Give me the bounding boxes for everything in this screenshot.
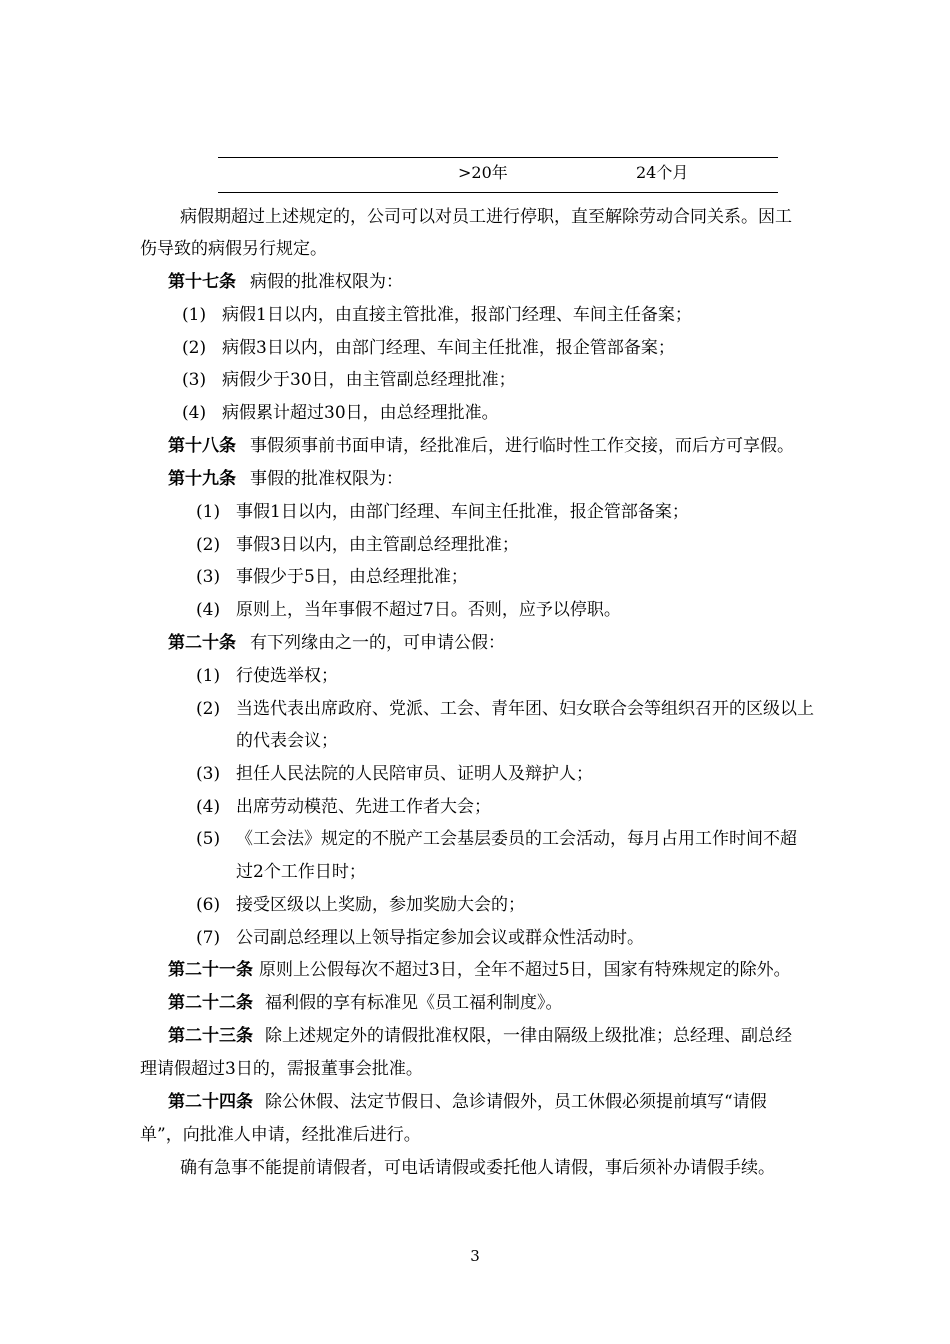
article-22: [168, 991, 563, 1015]
list-number: (1): [196, 502, 221, 522]
list-item: [182, 401, 499, 425]
list-number: (3): [196, 567, 221, 587]
article-heading: 第二十四条: [168, 1092, 253, 1112]
article-text: 除公休假、法定节假日、急诊请假外，员工休假必须提前填写“请假: [265, 1092, 767, 1112]
list-item: [196, 893, 525, 917]
list-item: [182, 368, 516, 392]
article-heading: 第十九条: [168, 469, 236, 489]
list-text: 当选代表出席政府、党派、工会、青年团、妇女联合会等组织召开的区级以上: [236, 699, 814, 719]
list-text: 病假少于30日，由主管副总经理批准；: [222, 370, 516, 390]
list-text: 病假累计超过30日，由总经理批准。: [222, 403, 499, 423]
list-number: (2): [196, 535, 221, 555]
table-cell-years: >20年: [458, 163, 508, 182]
list-number: (6): [196, 895, 221, 915]
article-text: 病假的批准权限为：: [250, 272, 403, 292]
paragraph-line: 病假期超过上述规定的，公司可以对员工进行停职，直至解除劳动合同关系。因工: [180, 207, 792, 227]
list-number: (3): [196, 764, 221, 784]
list-item: [196, 500, 689, 524]
list-item: [196, 565, 468, 589]
list-item-continuation: 的代表会议；: [236, 731, 338, 751]
list-text: 接受区级以上奖励，参加奖励大会的；: [236, 895, 525, 915]
list-number: (5): [196, 829, 221, 849]
list-text: 行使选举权；: [236, 666, 338, 686]
list-item: [196, 598, 621, 622]
paragraph-line: 伤导致的病假另行规定。: [140, 239, 327, 259]
article-text: 事假的批准权限为：: [250, 469, 403, 489]
list-number: (1): [196, 666, 221, 686]
list-item: [196, 697, 814, 721]
article-18: [168, 434, 794, 458]
article-24: [168, 1090, 767, 1114]
list-number: (4): [196, 797, 221, 817]
article-17: [168, 270, 403, 294]
article-heading: 第二十三条: [168, 1026, 253, 1046]
list-number: (3): [182, 370, 207, 390]
list-item: [182, 336, 675, 360]
article-23: [168, 1024, 792, 1048]
list-text: 事假1日以内，由部门经理、车间主任批准，报企管部备案；: [236, 502, 689, 522]
list-text: 《工会法》规定的不脱产工会基层委员的工会活动，每月占用工作时间不超: [236, 829, 797, 849]
list-item: [196, 533, 519, 557]
list-text: 事假少于5日，由总经理批准；: [236, 567, 468, 587]
paragraph-line: 确有急事不能提前请假者，可电话请假或委托他人请假，事后须补办请假手续。: [180, 1158, 775, 1178]
article-text: 有下列缘由之一的，可申请公假：: [250, 633, 505, 653]
article-continuation: 单”，向批准人申请，经批准后进行。: [140, 1125, 421, 1145]
table-cell-months: 24个月: [636, 163, 689, 182]
page-number: 3: [470, 1247, 480, 1265]
article-continuation: 理请假超过3日的，需报董事会批准。: [140, 1059, 423, 1079]
list-number: (2): [182, 338, 207, 358]
article-text: 原则上公假每次不超过3日，全年不超过5日，国家有特殊规定的除外。: [259, 960, 791, 980]
list-item: [182, 303, 692, 327]
list-item-continuation: 过2个工作日时；: [236, 862, 366, 882]
list-number: (2): [196, 699, 221, 719]
article-text: 事假须事前书面申请，经批准后，进行临时性工作交接，而后方可享假。: [250, 436, 794, 456]
list-number: (7): [196, 928, 221, 948]
list-text: 事假3日以内，由主管副总经理批准；: [236, 535, 519, 555]
list-number: (4): [196, 600, 221, 620]
list-text: 病假1日以内，由直接主管批准，报部门经理、车间主任备案；: [222, 305, 692, 325]
list-text: 原则上，当年事假不超过7日。否则，应予以停职。: [236, 600, 621, 620]
list-item: [196, 926, 644, 950]
article-20: [168, 631, 505, 655]
article-21: [168, 958, 791, 982]
article-19: [168, 467, 403, 491]
article-heading: 第二十二条: [168, 993, 253, 1013]
list-text: 担任人民法院的人民陪审员、证明人及辩护人；: [236, 764, 593, 784]
list-number: (1): [182, 305, 207, 325]
list-text: 病假3日以内，由部门经理、车间主任批准，报企管部备案；: [222, 338, 675, 358]
article-text: 除上述规定外的请假批准权限，一律由隔级上级批准；总经理、副总经: [265, 1026, 792, 1046]
leave-duration-table: [218, 157, 778, 193]
article-heading: 第十七条: [168, 272, 236, 292]
article-heading: 第二十一条: [168, 960, 253, 980]
article-heading: 第十八条: [168, 436, 236, 456]
list-text: 公司副总经理以上领导指定参加会议或群众性活动时。: [236, 928, 644, 948]
list-item: [196, 762, 593, 786]
list-item: [196, 827, 797, 851]
list-number: (4): [182, 403, 207, 423]
list-item: [196, 664, 338, 688]
list-item: [196, 795, 491, 819]
article-heading: 第二十条: [168, 633, 236, 653]
article-text: 福利假的享有标准见《员工福利制度》。: [265, 993, 563, 1013]
list-text: 出席劳动模范、先进工作者大会；: [236, 797, 491, 817]
